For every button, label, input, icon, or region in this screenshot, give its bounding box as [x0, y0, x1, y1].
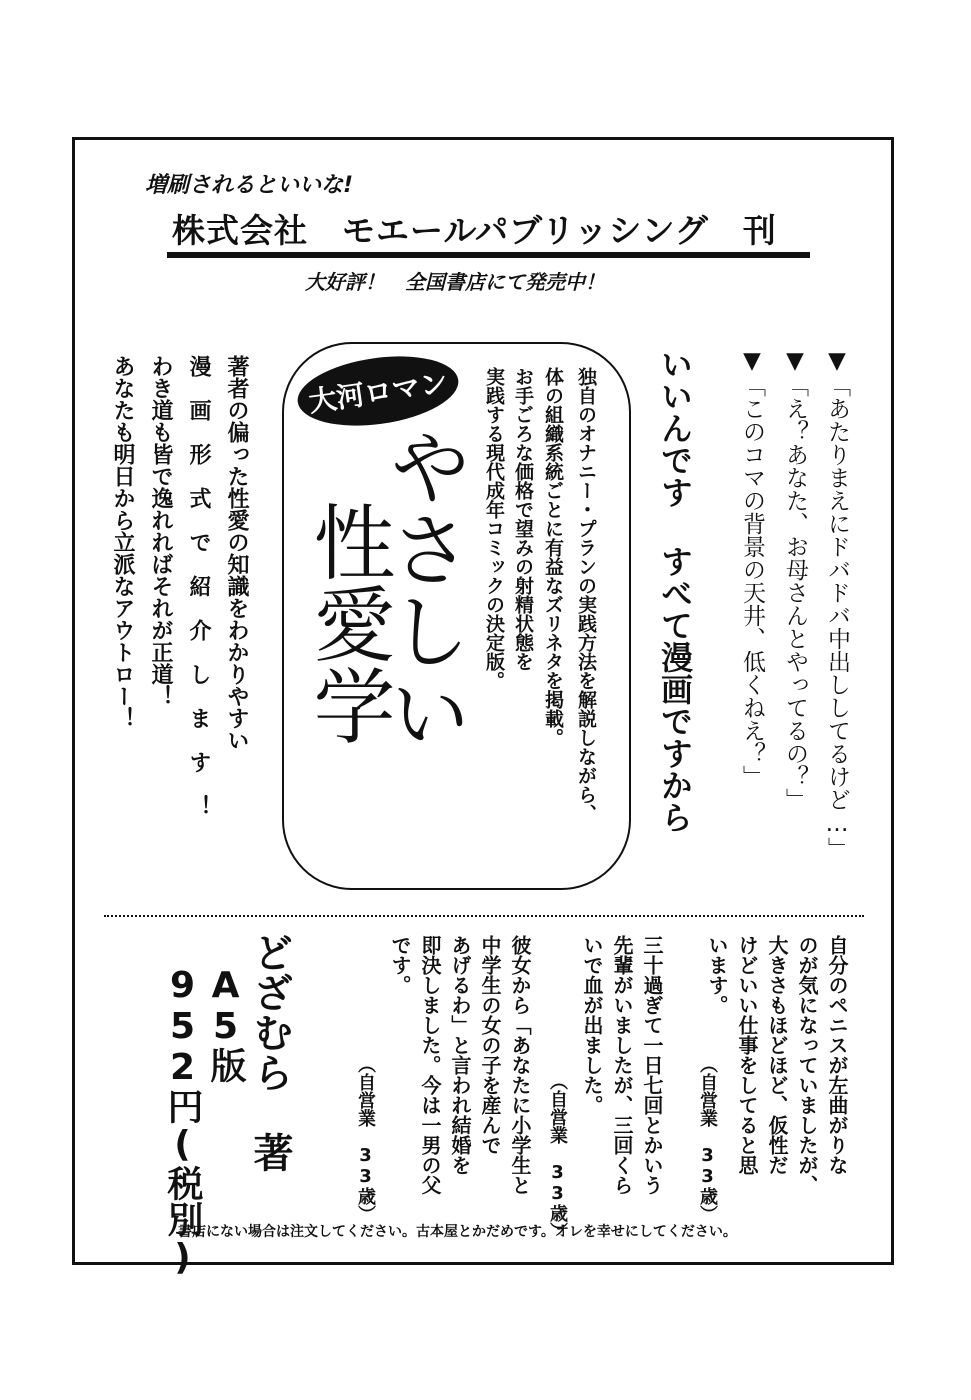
quote-2: ▼「え？あなた、お母さんとやってるの？」 — [782, 348, 808, 811]
big-line-2: すべて漫画ですから — [656, 545, 694, 833]
publisher-name: 株式会社 モエールパブリッシング 刊 — [172, 211, 777, 250]
testimonial-1-line-3: 大きさもほどほど、仮性だ — [765, 935, 789, 1175]
section-divider — [104, 915, 864, 917]
testimonial-3-line-1: 彼女から「あなたに小学生と — [508, 935, 532, 1195]
on-sale-tagline: 大好評！ 全国書店にて発売中！ — [305, 270, 605, 294]
testimonial-3-line-5: です。 — [388, 935, 412, 995]
testimonial-1-line-5: います。 — [705, 935, 729, 1015]
left-text-3: わき道も皆で逸れればそれが正道！ — [148, 355, 173, 707]
book-price: 952円(税別) — [162, 965, 203, 1278]
publisher-underline — [167, 252, 810, 258]
quote-1: ▼「あたりまえにドバドバ中出ししてるけど…」 — [824, 348, 850, 860]
testimonial-1-line-4: けどいい仕事をしてると思 — [735, 935, 759, 1175]
book-format: A5版 — [205, 965, 246, 1083]
testimonial-3-line-2: 中学生の女の子を産んで — [478, 935, 502, 1155]
description-line-1: 独自のオナニー・プランの実践方法を解説しながら、 — [575, 367, 597, 823]
testimonial-2-line-2: 先輩がいましたが、三回くら — [610, 935, 634, 1195]
testimonial-2-line-1: 三十過ぎて一日七回とかいう — [640, 935, 664, 1195]
book-title-line-2: 性愛学 — [300, 500, 395, 746]
left-text-4: あなたも明日から立派なアウトロー！ — [110, 355, 135, 729]
description-line-2: 体の組織系統ごとに有益なズリネタを掲載。 — [542, 367, 564, 747]
left-text-1: 著者の偏った性愛の知識をわかりやすい — [224, 355, 249, 751]
big-line-1: いいんです — [656, 348, 694, 508]
genre-badge-label: 大河ロマン — [306, 366, 450, 419]
testimonial-1-line-1: 自分のペニスが左曲がりな — [825, 935, 849, 1175]
testimonial-1-line-2: のが気になっていましたが、 — [795, 935, 819, 1195]
testimonial-2-line-3: いで血が出ました。 — [580, 935, 604, 1115]
testimonial-2-signature: （自営業 33歳） — [547, 1072, 568, 1240]
description-line-4: 実践する現代成年コミックの決定版。 — [483, 367, 505, 690]
author-name: どざむら 著 — [247, 932, 293, 1172]
description-line-3: お手ごろな価格で望みの射精状態を — [512, 367, 534, 671]
tagline: 増刷されるといいな! — [145, 173, 354, 198]
testimonial-3-line-4: 即決しました。今は一男の父 — [418, 935, 442, 1195]
quote-3: ▼「このコマの背景の天井、低くねえ？」 — [739, 348, 765, 788]
testimonial-1-signature: （自営業 33歳） — [697, 1055, 718, 1223]
testimonial-3-line-3: あげるわ」と言われ結婚を — [448, 935, 472, 1175]
footer-note: 書店にない場合は注文してください。古本屋とかだめです。オレを幸せにしてください。 — [178, 1224, 737, 1240]
testimonial-3-signature: （自営業 33歳） — [355, 1055, 376, 1223]
left-text-2: 漫 画 形 式 で 紹 介 し ま す ！ — [186, 355, 211, 817]
book-title-line-1: やさしい — [376, 425, 471, 753]
